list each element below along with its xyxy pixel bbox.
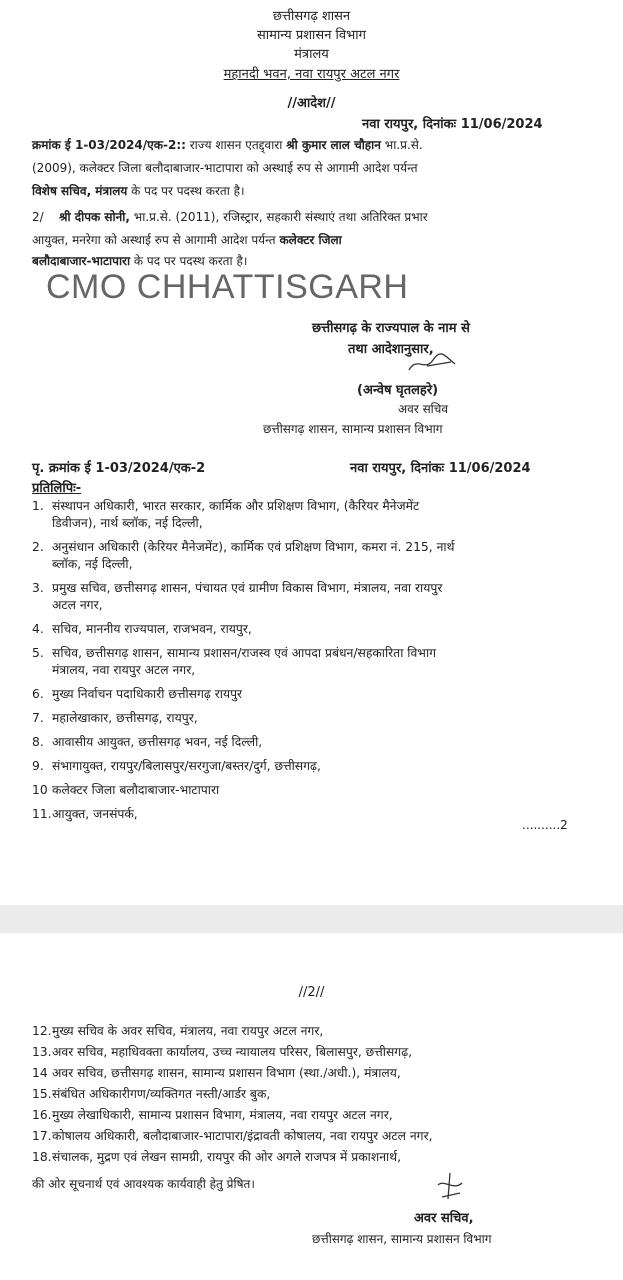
copy-list-item: [32, 645, 592, 679]
page2-marker: //2//: [298, 985, 325, 1000]
para1-line1: [32, 136, 423, 153]
copy-list-item: [32, 782, 592, 799]
copy-list-item: [32, 686, 592, 703]
copy-list-item: [32, 710, 592, 727]
document-page-2: [0, 933, 623, 1280]
copy-item-text: अवर सचिव, छत्तीसगढ़ शासन, सामान्य प्रशासन विभाग (स्था./अधी.), मंत्रालय,: [52, 1066, 401, 1080]
copy-list-item: [32, 498, 592, 532]
copy-list-item: [32, 539, 592, 573]
para1-text-a: राज्य शासन एतद्द्वारा: [185, 138, 287, 152]
copy-item-number: 11.: [32, 807, 52, 821]
copy-list-item: [32, 734, 592, 751]
posting-1: विशेष सचिव, मंत्रालय: [32, 184, 128, 198]
page2-sign-dept: छत्तीसगढ़ शासन, सामान्य प्रशासन विभाग: [312, 1232, 492, 1246]
copy-list-item: [32, 1044, 592, 1061]
copy-item-number: 7.: [32, 711, 44, 725]
order-date: नवा रायपुर, दिनांकः 11/06/2024: [362, 117, 543, 132]
copy-list-item: [32, 580, 592, 614]
copy-list-item: [32, 621, 592, 638]
page2-trailer: की ओर सूचनार्थ एवं आवश्यक कार्यवाही हेतु प्रेषित।: [32, 1177, 255, 1191]
order-heading: //आदेश//: [287, 96, 336, 111]
posting-2a: कलेक्टर जिला: [279, 233, 342, 247]
watermark: CMO CHHATTISGARH: [46, 268, 409, 306]
governor-line1: छत्तीसगढ़ के राज्यपाल के नाम से: [312, 321, 470, 336]
copy-item-text: संभागायुक्त, रायपुर/बिलासपुर/सरगुजा/बस्तर/दुर्ग, छत्तीसगढ़,: [52, 759, 321, 773]
copy-list-item: [32, 758, 592, 775]
para2-line1-rest: भा.प्र.से. (2011), रजिस्ट्रार, सहकारी संस्थाएं तथा अतिरिक्त प्रभार: [129, 210, 428, 224]
copy-item-number: 14: [32, 1066, 48, 1080]
copy-item-text: संबंधित अधिकारीगण/व्यक्तिगत नस्ती/आर्डर बुक,: [52, 1087, 271, 1101]
para2-line2: [32, 231, 342, 248]
copy-item-text-cont: अटल नगर,: [52, 598, 103, 612]
copy-item-number: 13.: [32, 1045, 52, 1059]
copy-item-number: 1.: [32, 499, 44, 513]
page-continue: ..........2: [522, 818, 568, 832]
para2-line3: [32, 252, 247, 269]
copy-item-text-cont: ब्लॉक, नई दिल्ली,: [52, 557, 133, 571]
copy-item-number: 4.: [32, 622, 44, 636]
officer-name-2: श्री दीपक सोनी,: [58, 210, 130, 224]
copy-item-text: प्रमुख सचिव, छत्तीसगढ़ शासन, पंचायत एवं ग्रामीण विकास विभाग, मंत्रालय, नवा रायपुर: [52, 581, 443, 595]
copy-item-text: अवर सचिव, महाधिवक्ता कार्यालय, उच्च न्यायालय परिसर, बिलासपुर, छत्तीसगढ़,: [52, 1045, 413, 1059]
copy-item-text: सचिव, छत्तीसगढ़ शासन, सामान्य प्रशासन/राजस्व एवं आपदा प्रबंधन/सहकारिता विभाग: [52, 646, 437, 660]
signatory-name: (अन्वेष घृतलहरे): [357, 383, 439, 398]
copy-list-item: [32, 1086, 592, 1103]
copy-item-text: महालेखाकार, छत्तीसगढ़, रायपुर,: [52, 711, 198, 725]
copy-item-number: 3.: [32, 581, 44, 595]
copy-item-text: संचालक, मुद्रण एवं लेखन सामग्री, रायपुर की ओर अगले राजपत्र में प्रकाशनार्थ,: [52, 1150, 401, 1164]
copy-item-text-cont: मंत्रालय, नवा रायपुर अटल नगर,: [52, 663, 196, 677]
copy-item-number: 16.: [32, 1108, 52, 1122]
copy-item-text-cont: डिवीजन), नार्थ ब्लॉक, नई दिल्ली,: [52, 516, 203, 530]
copy-item-number: 15.: [32, 1087, 52, 1101]
para1-text-b: भा.प्र.से.: [380, 138, 423, 152]
copy-item-number: 18.: [32, 1150, 52, 1164]
copy-item-text: संस्थापन अधिकारी, भारत सरकार, कार्मिक और प्रशिक्षण विभाग, (कैरियर मैनेजमेंट: [52, 499, 420, 513]
copy-item-number: 8.: [32, 735, 44, 749]
copy-item-number: 9.: [32, 759, 44, 773]
signatory-dept: छत्तीसगढ़ शासन, सामान्य प्रशासन विभाग: [263, 422, 443, 436]
posting-2b: बलौदाबाजार-भाटापारा: [32, 254, 131, 268]
copy-item-number: 5.: [32, 646, 44, 660]
header-secretariat: मंत्रालय: [294, 47, 329, 62]
copy-label: प्रतिलिपिः-: [32, 481, 82, 496]
copy-item-text: सचिव, माननीय राज्यपाल, राजभवन, रायपुर,: [52, 622, 252, 636]
page-gap: [0, 905, 623, 933]
copy-item-text: मुख्य सचिव के अवर सचिव, मंत्रालय, नवा रायपुर अटल नगर,: [52, 1024, 324, 1038]
para2-line2-text: आयुक्त, मनरेगा को अस्थाई रुप से आगामी आदेश पर्यन्त: [32, 233, 280, 247]
copy-item-number: 10: [32, 783, 48, 797]
copy-list-item: [32, 806, 592, 823]
header-department: सामान्य प्रशासन विभाग: [257, 28, 366, 43]
copy-item-text: अनुसंधान अधिकारी (केरियर मैनेजमेंट), कार्मिक एवं प्रशिक्षण विभाग, कमरा नं. 215, नार्थ: [52, 540, 455, 554]
copy-list-item: [32, 1107, 592, 1124]
header-address: महानदी भवन, नवा रायपुर अटल नगर: [223, 67, 400, 82]
copy-item-text: आयुक्त, जनसंपर्क,: [52, 807, 138, 821]
header-government: छत्तीसगढ़ शासन: [272, 9, 351, 24]
order-number: क्रमांक ई 1-03/2024/एक-2::: [32, 138, 186, 152]
governor-line2: तथा आदेशानुसार,: [348, 342, 434, 357]
copy-item-text: कलेक्टर जिला बलौदाबाजार-भाटापारा: [52, 783, 220, 797]
endorsement-ref: पृ. क्रमांक ई 1-03/2024/एक-2: [32, 461, 206, 476]
copy-item-number: 6.: [32, 687, 44, 701]
copy-item-text: आवासीय आयुक्त, छत्तीसगढ़ भवन, नई दिल्ली,: [52, 735, 263, 749]
copy-list-item: [32, 1149, 592, 1166]
copy-list-item: [32, 1128, 592, 1145]
endorsement-date: नवा रायपुर, दिनांकः 11/06/2024: [350, 461, 531, 476]
para2-line1: [32, 208, 428, 225]
copy-item-text: मुख्य निर्वाचन पदाधिकारी छत्तीसगढ़ रायपुर: [52, 687, 243, 701]
officer-name-1: श्री कुमार लाल चौहान: [286, 138, 381, 152]
signature-2: [430, 1171, 470, 1203]
copy-item-number: 2.: [32, 540, 44, 554]
para1-line3-rest: के पद पर पदस्थ करता है।: [127, 184, 245, 198]
para2-line3-rest: के पद पर पदस्थ करता है।: [130, 254, 248, 268]
signatory-title: अवर सचिव: [398, 402, 449, 416]
signature-1: [405, 352, 465, 376]
copy-list-item: [32, 1065, 592, 1082]
para2-number: 2/: [32, 210, 44, 224]
copy-item-text: कोषालय अधिकारी, बलौदाबाजार-भाटापारा/इंद्रावती कोषालय, नवा रायपुर अटल नगर,: [52, 1129, 433, 1143]
para1-line3: [32, 182, 245, 199]
para1-line2: (2009), कलेक्टर जिला बलौदाबाजार-भाटापारा को अस्थाई रुप से आगामी आदेश पर्यन्त: [32, 161, 418, 175]
copy-item-text: मुख्य लेखाधिकारी, सामान्य प्रशासन विभाग, मंत्रालय, नवा रायपुर अटल नगर,: [52, 1108, 393, 1122]
page2-sign-title: अवर सचिव,: [414, 1211, 474, 1226]
copy-item-number: 17.: [32, 1129, 52, 1143]
copy-item-number: 12.: [32, 1024, 52, 1038]
copy-list-item: [32, 1023, 592, 1040]
